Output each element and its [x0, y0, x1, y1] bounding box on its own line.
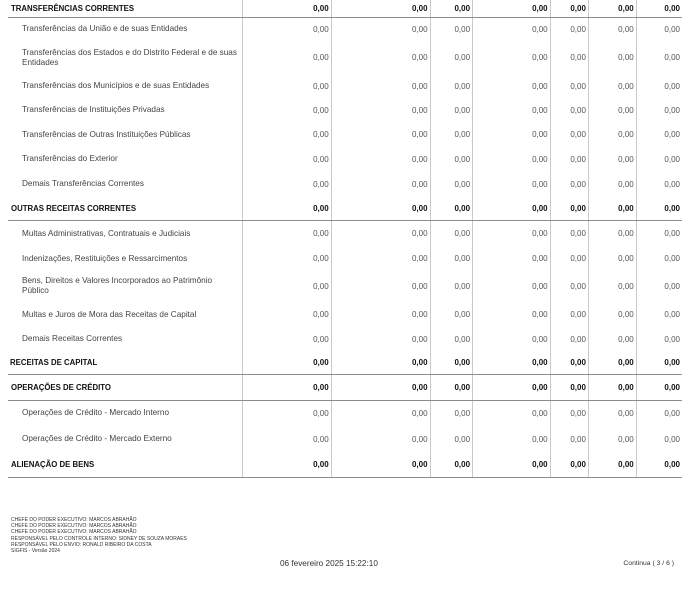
row-value: 0,00 — [243, 171, 331, 197]
row-value: 0,00 — [588, 452, 636, 477]
section-row — [8, 197, 682, 220]
row-value: 0,00 — [473, 270, 551, 302]
row-value: 0,00 — [588, 74, 636, 98]
row-value: 0,00 — [550, 327, 588, 351]
row-value: 0,00 — [430, 270, 473, 302]
row-value: 0,00 — [473, 426, 551, 452]
footer-line: RESPONSÁVEL PELO ENVIO: RONALD RIBEIRO DA COSTA — [11, 541, 152, 548]
row-value: 0,00 — [664, 229, 680, 239]
row-value: 0,00 — [473, 302, 551, 327]
row-value: 0,00 — [473, 122, 551, 147]
row-value: 0,00 — [664, 281, 680, 291]
row-value: 0,00 — [588, 270, 636, 302]
row-value: 0,00 — [473, 374, 551, 400]
footer-line: CHEFE DO PODER EXECUTIVO: MARCOS ABRAHÃO — [11, 523, 137, 530]
row-label: Transferências dos Estados e do Distrito Federal e de suas Entidades — [8, 41, 243, 74]
row-value: 0,00 — [331, 122, 430, 147]
row-label: OUTRAS RECEITAS CORRENTES — [8, 197, 243, 220]
row-value: 0,00 — [550, 247, 588, 270]
footer-line: CHEFE DO PODER EXECUTIVO: MARCOS ABRAHÃO — [11, 529, 137, 536]
table-body — [8, 0, 682, 477]
row-value: 0,00 — [550, 98, 588, 122]
row-label: Transferências de Outras Instituições Públicas — [8, 122, 243, 147]
row-value: 0,00 — [243, 74, 331, 98]
row-value: 0,00 — [473, 220, 551, 247]
row-value: 0,00 — [243, 374, 331, 400]
row-value: 0,00 — [588, 220, 636, 247]
table-row — [8, 171, 682, 197]
row-value: 0,00 — [588, 197, 636, 220]
row-value: 0,00 — [664, 254, 680, 263]
row-value: 0,00 — [243, 426, 331, 452]
row-label: TRANSFERÊNCIAS CORRENTES — [8, 0, 243, 17]
table-row — [8, 400, 682, 426]
row-value: 0,00 — [473, 452, 551, 477]
row-value: 0,00 — [430, 452, 473, 477]
row-value: 0,00 — [430, 41, 473, 74]
row-value: 0,00 — [550, 147, 588, 171]
row-value: 0,00 — [243, 17, 331, 41]
row-value: 0,00 — [430, 147, 473, 171]
footer-line: CHEFE DO PODER EXECUTIVO: MARCOS ABRAHÃO — [11, 517, 137, 523]
footer-line: SIGFIS - Versão 2024 — [11, 548, 60, 555]
row-value: 0,00 — [331, 17, 430, 41]
row-label: Transferências da União e de suas Entidades — [8, 17, 243, 41]
row-value: 0,00 — [430, 122, 473, 147]
row-value: 0,00 — [430, 426, 473, 452]
row-value: 0,00 — [473, 400, 551, 426]
row-value: 0,00 — [473, 0, 551, 17]
row-value: 0,00 — [550, 197, 588, 220]
row-value: 0,00 — [430, 17, 473, 41]
table-row — [8, 74, 682, 98]
row-value: 0,00 — [550, 17, 588, 41]
row-label: Transferências de Instituições Privadas — [8, 98, 243, 122]
row-value: 0,00 — [664, 310, 680, 319]
row-value: 0,00 — [243, 247, 331, 270]
row-value: 0,00 — [636, 452, 682, 477]
footer-signatures — [11, 517, 187, 554]
row-value: 0,00 — [550, 374, 588, 400]
row-value: 0,00 — [331, 147, 430, 171]
row-value: 0,00 — [550, 426, 588, 452]
row-value: 0,00 — [243, 197, 331, 220]
row-value: 0,00 — [473, 147, 551, 171]
row-value: 0,00 — [430, 220, 473, 247]
page-continuation: Continua ( 3 / 6 ) — [623, 560, 674, 567]
row-value: 0,00 — [430, 171, 473, 197]
row-value: 0,00 — [473, 247, 551, 270]
row-label: OPERAÇÕES DE CRÉDITO — [8, 374, 243, 400]
row-value: 0,00 — [588, 98, 636, 122]
row-value: 0,00 — [636, 197, 682, 220]
row-value: 0,00 — [331, 220, 430, 247]
row-label: Operações de Crédito - Mercado Externo — [8, 426, 243, 452]
row-value: 0,00 — [664, 408, 680, 418]
row-value: 0,00 — [588, 374, 636, 400]
row-value: 0,00 — [243, 147, 331, 171]
row-value: 0,00 — [588, 247, 636, 270]
row-label: Transferências dos Municípios e de suas Entidades — [8, 74, 243, 98]
row-value: 0,00 — [331, 197, 430, 220]
row-value: 0,00 — [473, 74, 551, 98]
row-value: 0,00 — [243, 41, 331, 74]
row-value: 0,00 — [636, 374, 682, 400]
row-value: 0,00 — [430, 74, 473, 98]
row-value: 0,00 — [550, 74, 588, 98]
row-value: 0,00 — [473, 41, 551, 74]
row-label: Multas Administrativas, Contratuais e Judiciais — [8, 220, 243, 247]
row-value: 0,00 — [243, 351, 331, 374]
row-value: 0,00 — [430, 327, 473, 351]
row-value: 0,00 — [331, 171, 430, 197]
row-value: 0,00 — [550, 270, 588, 302]
row-label: Demais Transferências Correntes — [8, 171, 243, 197]
row-value: 0,00 — [588, 327, 636, 351]
row-value: 0,00 — [550, 0, 588, 17]
table-row — [8, 122, 682, 147]
row-value: 0,00 — [243, 270, 331, 302]
row-value: 0,00 — [664, 154, 680, 164]
table-row — [8, 98, 682, 122]
row-value: 0,00 — [331, 452, 430, 477]
row-value: 0,00 — [243, 122, 331, 147]
table-row — [8, 147, 682, 171]
row-value: 0,00 — [636, 351, 682, 374]
row-value: 0,00 — [550, 41, 588, 74]
table-row — [8, 327, 682, 351]
report-timestamp: 06 fevereiro 2025 15:22:10 — [280, 559, 378, 568]
row-label: ALIENAÇÃO DE BENS — [8, 452, 243, 477]
row-label: Demais Receitas Correntes — [8, 327, 243, 351]
row-value: 0,00 — [473, 327, 551, 351]
row-value: 0,00 — [588, 302, 636, 327]
row-value: 0,00 — [664, 81, 680, 91]
row-value: 0,00 — [550, 400, 588, 426]
row-value: 0,00 — [473, 197, 551, 220]
row-value: 0,00 — [588, 17, 636, 41]
row-value: 0,00 — [331, 0, 430, 17]
row-value: 0,00 — [243, 327, 331, 351]
row-value: 0,00 — [588, 0, 636, 17]
section-row — [8, 0, 682, 17]
table-row — [8, 270, 682, 302]
row-value: 0,00 — [430, 98, 473, 122]
footer-line: RESPONSÁVEL PELO CONTROLE INTERNO: SIDNEY DE SOUZA MORAES — [11, 535, 187, 542]
row-value: 0,00 — [664, 105, 680, 115]
row-value: 0,00 — [430, 197, 473, 220]
row-value: 0,00 — [430, 247, 473, 270]
row-value: 0,00 — [331, 98, 430, 122]
row-value: 0,00 — [430, 374, 473, 400]
row-value: 0,00 — [664, 434, 680, 444]
row-value: 0,00 — [550, 220, 588, 247]
row-value: 0,00 — [243, 452, 331, 477]
row-value: 0,00 — [664, 130, 680, 139]
row-value: 0,00 — [430, 351, 473, 374]
row-value: 0,00 — [331, 41, 430, 74]
row-value: 0,00 — [550, 351, 588, 374]
row-value: 0,00 — [473, 351, 551, 374]
row-label: Operações de Crédito - Mercado Interno — [8, 400, 243, 426]
row-value: 0,00 — [331, 426, 430, 452]
section-row — [8, 351, 682, 374]
row-value: 0,00 — [331, 247, 430, 270]
row-label: Transferências do Exterior — [8, 147, 243, 171]
row-value: 0,00 — [588, 171, 636, 197]
section-row — [8, 374, 682, 400]
row-value: 0,00 — [588, 400, 636, 426]
row-value: 0,00 — [430, 302, 473, 327]
row-value: 0,00 — [636, 0, 682, 17]
table-row — [8, 247, 682, 270]
row-value: 0,00 — [331, 327, 430, 351]
table-row — [8, 41, 682, 74]
row-value: 0,00 — [588, 122, 636, 147]
row-value: 0,00 — [473, 171, 551, 197]
row-value: 0,00 — [331, 351, 430, 374]
revenue-table — [8, 0, 682, 478]
row-value: 0,00 — [430, 400, 473, 426]
table-row — [8, 426, 682, 452]
row-value: 0,00 — [331, 374, 430, 400]
row-value: 0,00 — [473, 17, 551, 41]
row-value: 0,00 — [588, 426, 636, 452]
row-label: Indenizações, Restituições e Ressarcimentos — [8, 247, 243, 270]
section-row — [8, 452, 682, 477]
row-value: 0,00 — [243, 302, 331, 327]
table-row — [8, 17, 682, 41]
table-row — [8, 302, 682, 327]
row-value: 0,00 — [550, 452, 588, 477]
row-value: 0,00 — [473, 98, 551, 122]
row-label: Bens, Direitos e Valores Incorporados ao Patrimônio Público — [8, 270, 243, 302]
row-value: 0,00 — [588, 351, 636, 374]
row-value: 0,00 — [550, 122, 588, 147]
row-label: Multas e Juros de Mora das Receitas de Capital — [8, 302, 243, 327]
row-value: 0,00 — [550, 302, 588, 327]
row-value: 0,00 — [588, 41, 636, 74]
row-value: 0,00 — [331, 400, 430, 426]
row-value: 0,00 — [430, 0, 473, 17]
row-value: 0,00 — [331, 74, 430, 98]
row-value: 0,00 — [243, 220, 331, 247]
row-label: RECEITAS DE CAPITAL — [8, 351, 243, 374]
row-value: 0,00 — [243, 98, 331, 122]
row-value: 0,00 — [664, 24, 680, 34]
row-value: 0,00 — [331, 270, 430, 302]
table-row — [8, 220, 682, 247]
row-value: 0,00 — [550, 171, 588, 197]
row-value: 0,00 — [664, 179, 680, 189]
row-value: 0,00 — [664, 334, 680, 344]
row-value: 0,00 — [331, 302, 430, 327]
row-value: 0,00 — [243, 400, 331, 426]
row-value: 0,00 — [588, 147, 636, 171]
row-value: 0,00 — [664, 53, 680, 62]
row-value: 0,00 — [243, 0, 331, 17]
